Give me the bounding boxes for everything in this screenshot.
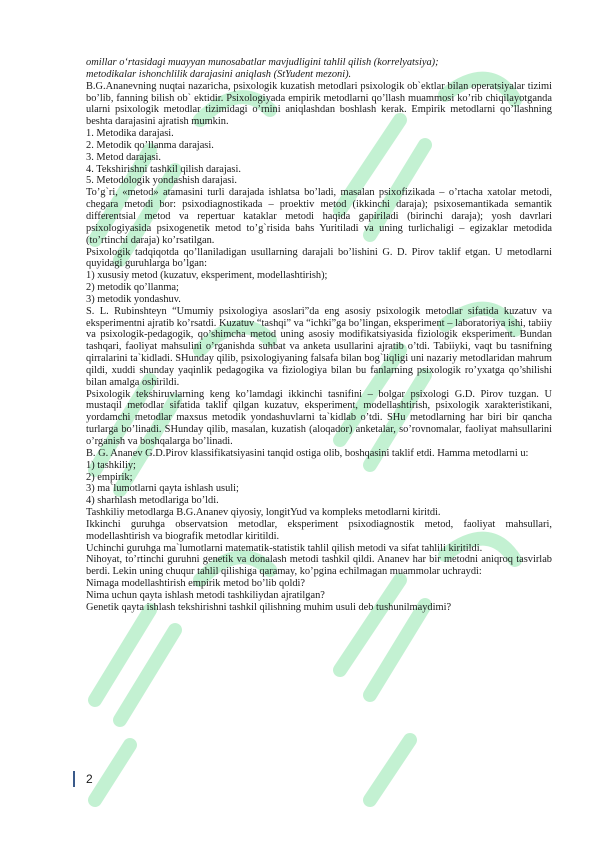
- list-item: Genetik qayta ishlash tekshirishni tashkil qilishning muhim usuli deb tushunilmaydimi?: [86, 601, 452, 613]
- footer-bar: [73, 771, 75, 787]
- watermark-stroke: [370, 605, 425, 695]
- watermark-stroke: [370, 740, 410, 800]
- paragraph: Psixologik tadqiqotda qo’llaniladigan usullarning darajali bo’lishini G. D. Pirov taklif etgan. U metodlarni quyidagi guruhlarga bo’lgan:: [86, 246, 552, 270]
- list-item: Uchinchi guruhga ma`lumotlarni matematik-statistik tahlil qilish metodi va sifat tahlili kiritildi.: [86, 542, 483, 554]
- watermark-stroke: [95, 745, 130, 800]
- list-item: Nimaga modellashtirish empirik metod bo’lib qoldi?: [86, 578, 306, 590]
- italic-line: metodikalar ishonchlilik darajasini aniqlash (StYudent mezoni).: [86, 68, 352, 80]
- list-item: 1) tashkiliy;: [86, 459, 136, 471]
- list-item: 1. Metodika darajasi.: [86, 128, 174, 140]
- list-item: 3. Metod darajasi.: [86, 151, 162, 163]
- paragraph: Psixologik tekshiruvlarning keng ko’lamdagi ikkinchi tasnifini – bolgar psixologi G.D. Pirov tuzgan. U mustaqil metodlar sifatida taklif qilgan kuzatuv, eksperiment, modellashtirish, psixologik xarakteristikani, yordamchi metodlar maxsus metodik yondashuvlarni ta`kidlab o’tdi. SHu metodlarning har biri bir qancha turlarga bo’linadi. SHunday qilib, masalan, kuzatish (aloqador) anketalar, so’rovnomalar, faoliyat mahsullarini o’rganish va boshqalarga bo’linadi.: [86, 388, 552, 447]
- paragraph: B.G.Ananevning nuqtai nazaricha, psixologik kuzatish metodlari psixologik ob`ektlar bilan operatsiyalar tizimi bo’lib, fanning bilish ob` ektidir. Psixologiyada empirik metodlarni qo’llash muammosi ko’rib chiqilayotganda ularni psixologik metodlar tizimidagi o’rnini aniqlashdan boshlash kerak. Empirik metodlarni qo’llashning beshta darajasini ajratish mumkin.: [86, 80, 552, 128]
- paragraph: To’g`ri, «metod» atamasini turli darajada ishlatsa bo’ladi, masalan psixofizikada – o’rtacha xatolar metodi, chegara metodi bor: psixodiagnostikada – proektiv metod (ikkinchi daraja); psixosemantikada semantik differentsial metod va repertuar kataklar metodi haqida gapiriladi (birinchi daraja); yosh davrlari psixologiyasida psixogenetik metod to’g`risida bahs Yuritiladi va uning turlichaligi – egizaklar metodida (to’rtinchi daraja) ko’rsatilgan.: [86, 187, 552, 246]
- list-item: 4. Tekshirishni tashkil qilish darajasi.: [86, 163, 241, 175]
- paragraph: Ikkinchi guruhga observatsion metodlar, eksperiment psixodiagnostik metod, faoliyat mahsullari, modellashtirish va biografik metodlar kiritildi.: [86, 518, 552, 542]
- list-item: Tashkiliy metodlarga B.G.Ananev qiyosiy, longitYud va kompleks metodlarni kiritdi.: [86, 507, 441, 519]
- watermark-stroke: [95, 610, 150, 700]
- italic-line: omillar o‘rtasidagi muayyan munosabatlar mavjudligini tahlil qilish (korrelyatsiya);: [86, 57, 439, 68]
- paragraph: B. G. Ananev G.D.Pirov klassifikatsiyasini tanqid ostiga olib, boshqasini taklif etdi. Hamma metodlarni u:: [86, 447, 529, 459]
- list-item: 2) metodik qo’llanma;: [86, 282, 179, 294]
- page-number: 2: [86, 772, 93, 786]
- list-item: 5. Metodologik yondashish darajasi.: [86, 175, 237, 187]
- watermark-stroke: [120, 630, 175, 720]
- list-item: 1) xususiy metod (kuzatuv, eksperiment, modellashtirish);: [86, 270, 328, 282]
- document-body: [86, 57, 552, 614]
- list-item: Nima uchun qayta ishlash metodi tashkiliydan ajratilgan?: [86, 589, 325, 601]
- paragraph: S. L. Rubinshteyn “Umumiy psixologiya asoslari”da eng asosiy psixologik metodlar sifatida kuzatuv va eksperimentni ajratib ko’rsatdi. Kuzatuv “tashqi” va “ichki”ga bo’lingan, eksperiment – laboratoriya ishi, tabiiy va psixologik-pedagogik, qo’shimcha metod uning asosiy modifikatsiyasida fiziologik eksperiment. Bundan tashqari, faoliyat mahsulini o’rganishda suhbat va anketa usullarini ajratib o’tdi. Tabiiyki, vaqt bu tasnifning qirralarini ta`kidladi. SHunday qilib, psixologiyaning falsafa bilan bog`liqligi uni nazariy metodlaridan mahrum qildi, xuddi shunday yaqinlik pedagogika va fiziologiya bilan bu fanlarning psixologik ro’yxatga qo’shilishi bilan amalga oshirildi.: [86, 305, 552, 388]
- paragraph: Nihoyat, to’rtinchi guruhni genetik va donalash metodi tashkil qildi. Ananev har bir metodni aniqroq tasvirlab berdi. Lekin uning chuqur tahlil qilishiga qaramay, ko’pgina echilmagan muammolar uchraydi:: [86, 554, 552, 578]
- list-item: 3) metodik yondashuv.: [86, 293, 181, 305]
- list-item: 2. Metodik qo’llanma darajasi.: [86, 139, 214, 151]
- list-item: 3) ma`lumotlarni qayta ishlash usuli;: [86, 483, 239, 495]
- list-item: 4) sharhlash metodlariga bo’ldi.: [86, 495, 219, 507]
- list-item: 2) empirik;: [86, 471, 133, 483]
